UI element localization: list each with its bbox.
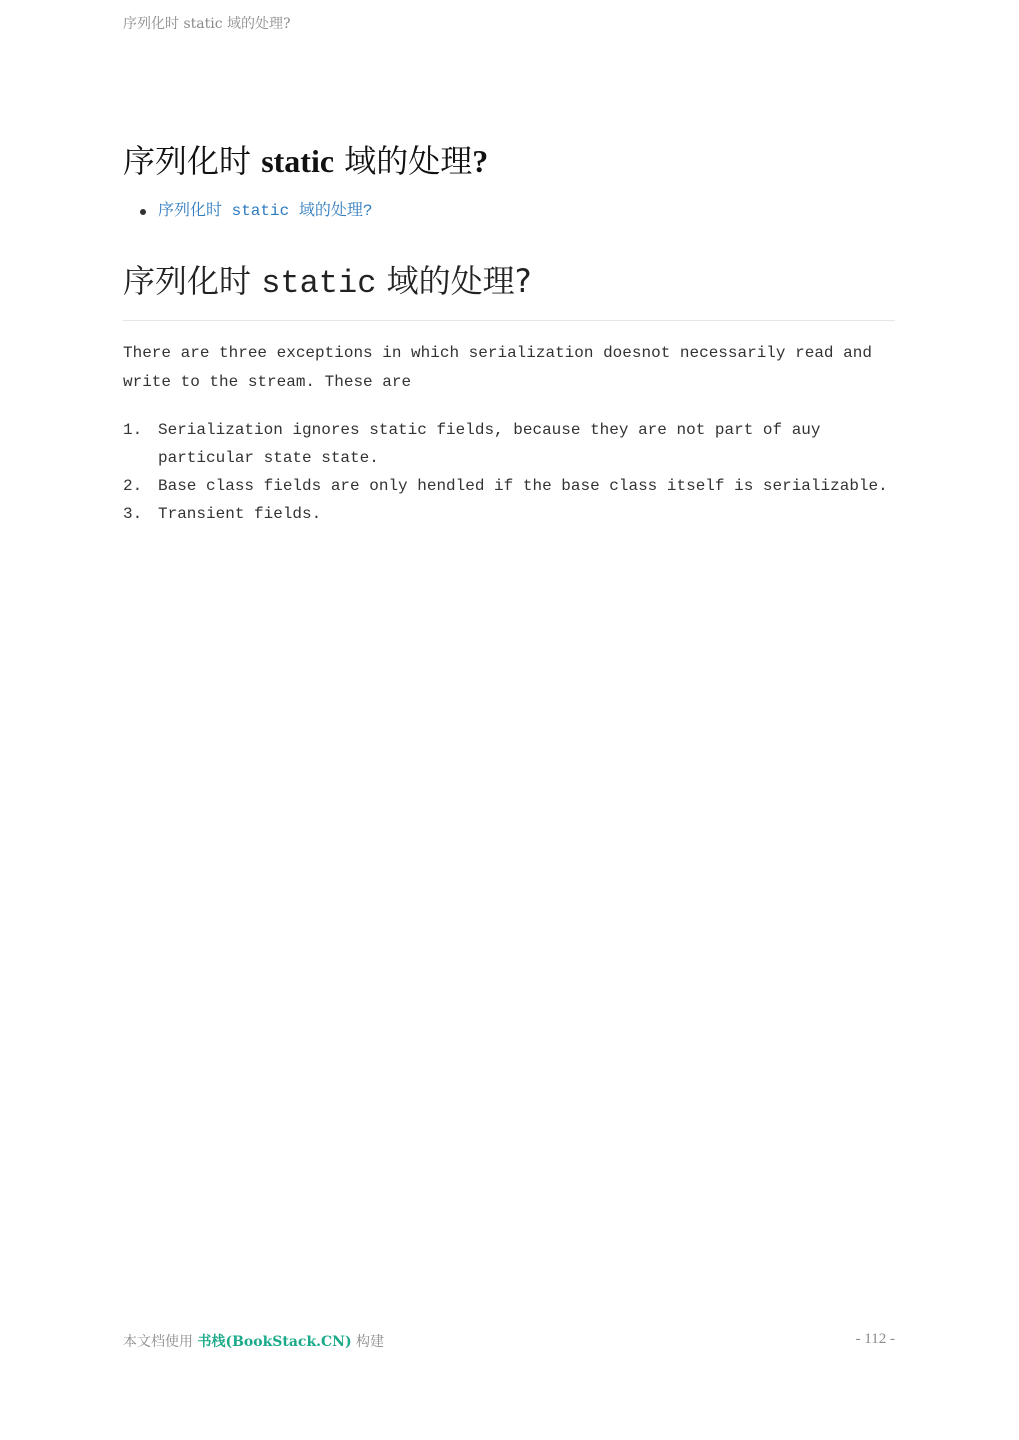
list-item-number: 2. (123, 477, 143, 495)
toc-link[interactable]: 序列化时 static 域的处理? (158, 202, 373, 220)
toc-item (123, 198, 895, 223)
page-title (123, 140, 895, 182)
list-item-text: Transient fields. (158, 505, 322, 523)
footer-credit (123, 1331, 384, 1351)
page-number: - 112 - (855, 1331, 895, 1347)
list-item-number: 3. (123, 505, 143, 523)
page-title-mark: ? (472, 143, 489, 179)
footer-brand-link[interactable]: 书栈(BookStack.CN) (197, 1334, 352, 1350)
section-heading-prefix: 序列化时 (123, 262, 262, 300)
list-item (123, 416, 895, 472)
page-title-latin: static (261, 143, 335, 179)
list-item (123, 472, 895, 500)
intro-paragraph: There are three exceptions in which serialization doesnot necessarily read and write to the stream. These are (123, 344, 872, 391)
section-heading-suffix: 域的处理? (376, 262, 532, 300)
footer-suffix: 构建 (351, 1334, 385, 1350)
section-heading (123, 259, 895, 321)
list-item-text: Serialization ignores static fields, because they are not part of auy particular state state. (158, 421, 821, 467)
exceptions-list (123, 416, 895, 528)
footer-prefix: 本文档使用 (123, 1334, 198, 1350)
page-title-suffix: 域的处理 (334, 142, 473, 180)
running-header: 序列化时 static 域的处理? (123, 16, 291, 32)
list-item (123, 500, 895, 528)
bullet-icon (140, 209, 146, 215)
page-title-prefix: 序列化时 (123, 142, 262, 180)
section-heading-code: static (261, 265, 377, 302)
list-item-number: 1. (123, 421, 143, 439)
main-content (123, 140, 895, 528)
table-of-contents (123, 198, 895, 223)
list-item-text: Base class fields are only hendled if the base class itself is serializable. (158, 477, 888, 495)
